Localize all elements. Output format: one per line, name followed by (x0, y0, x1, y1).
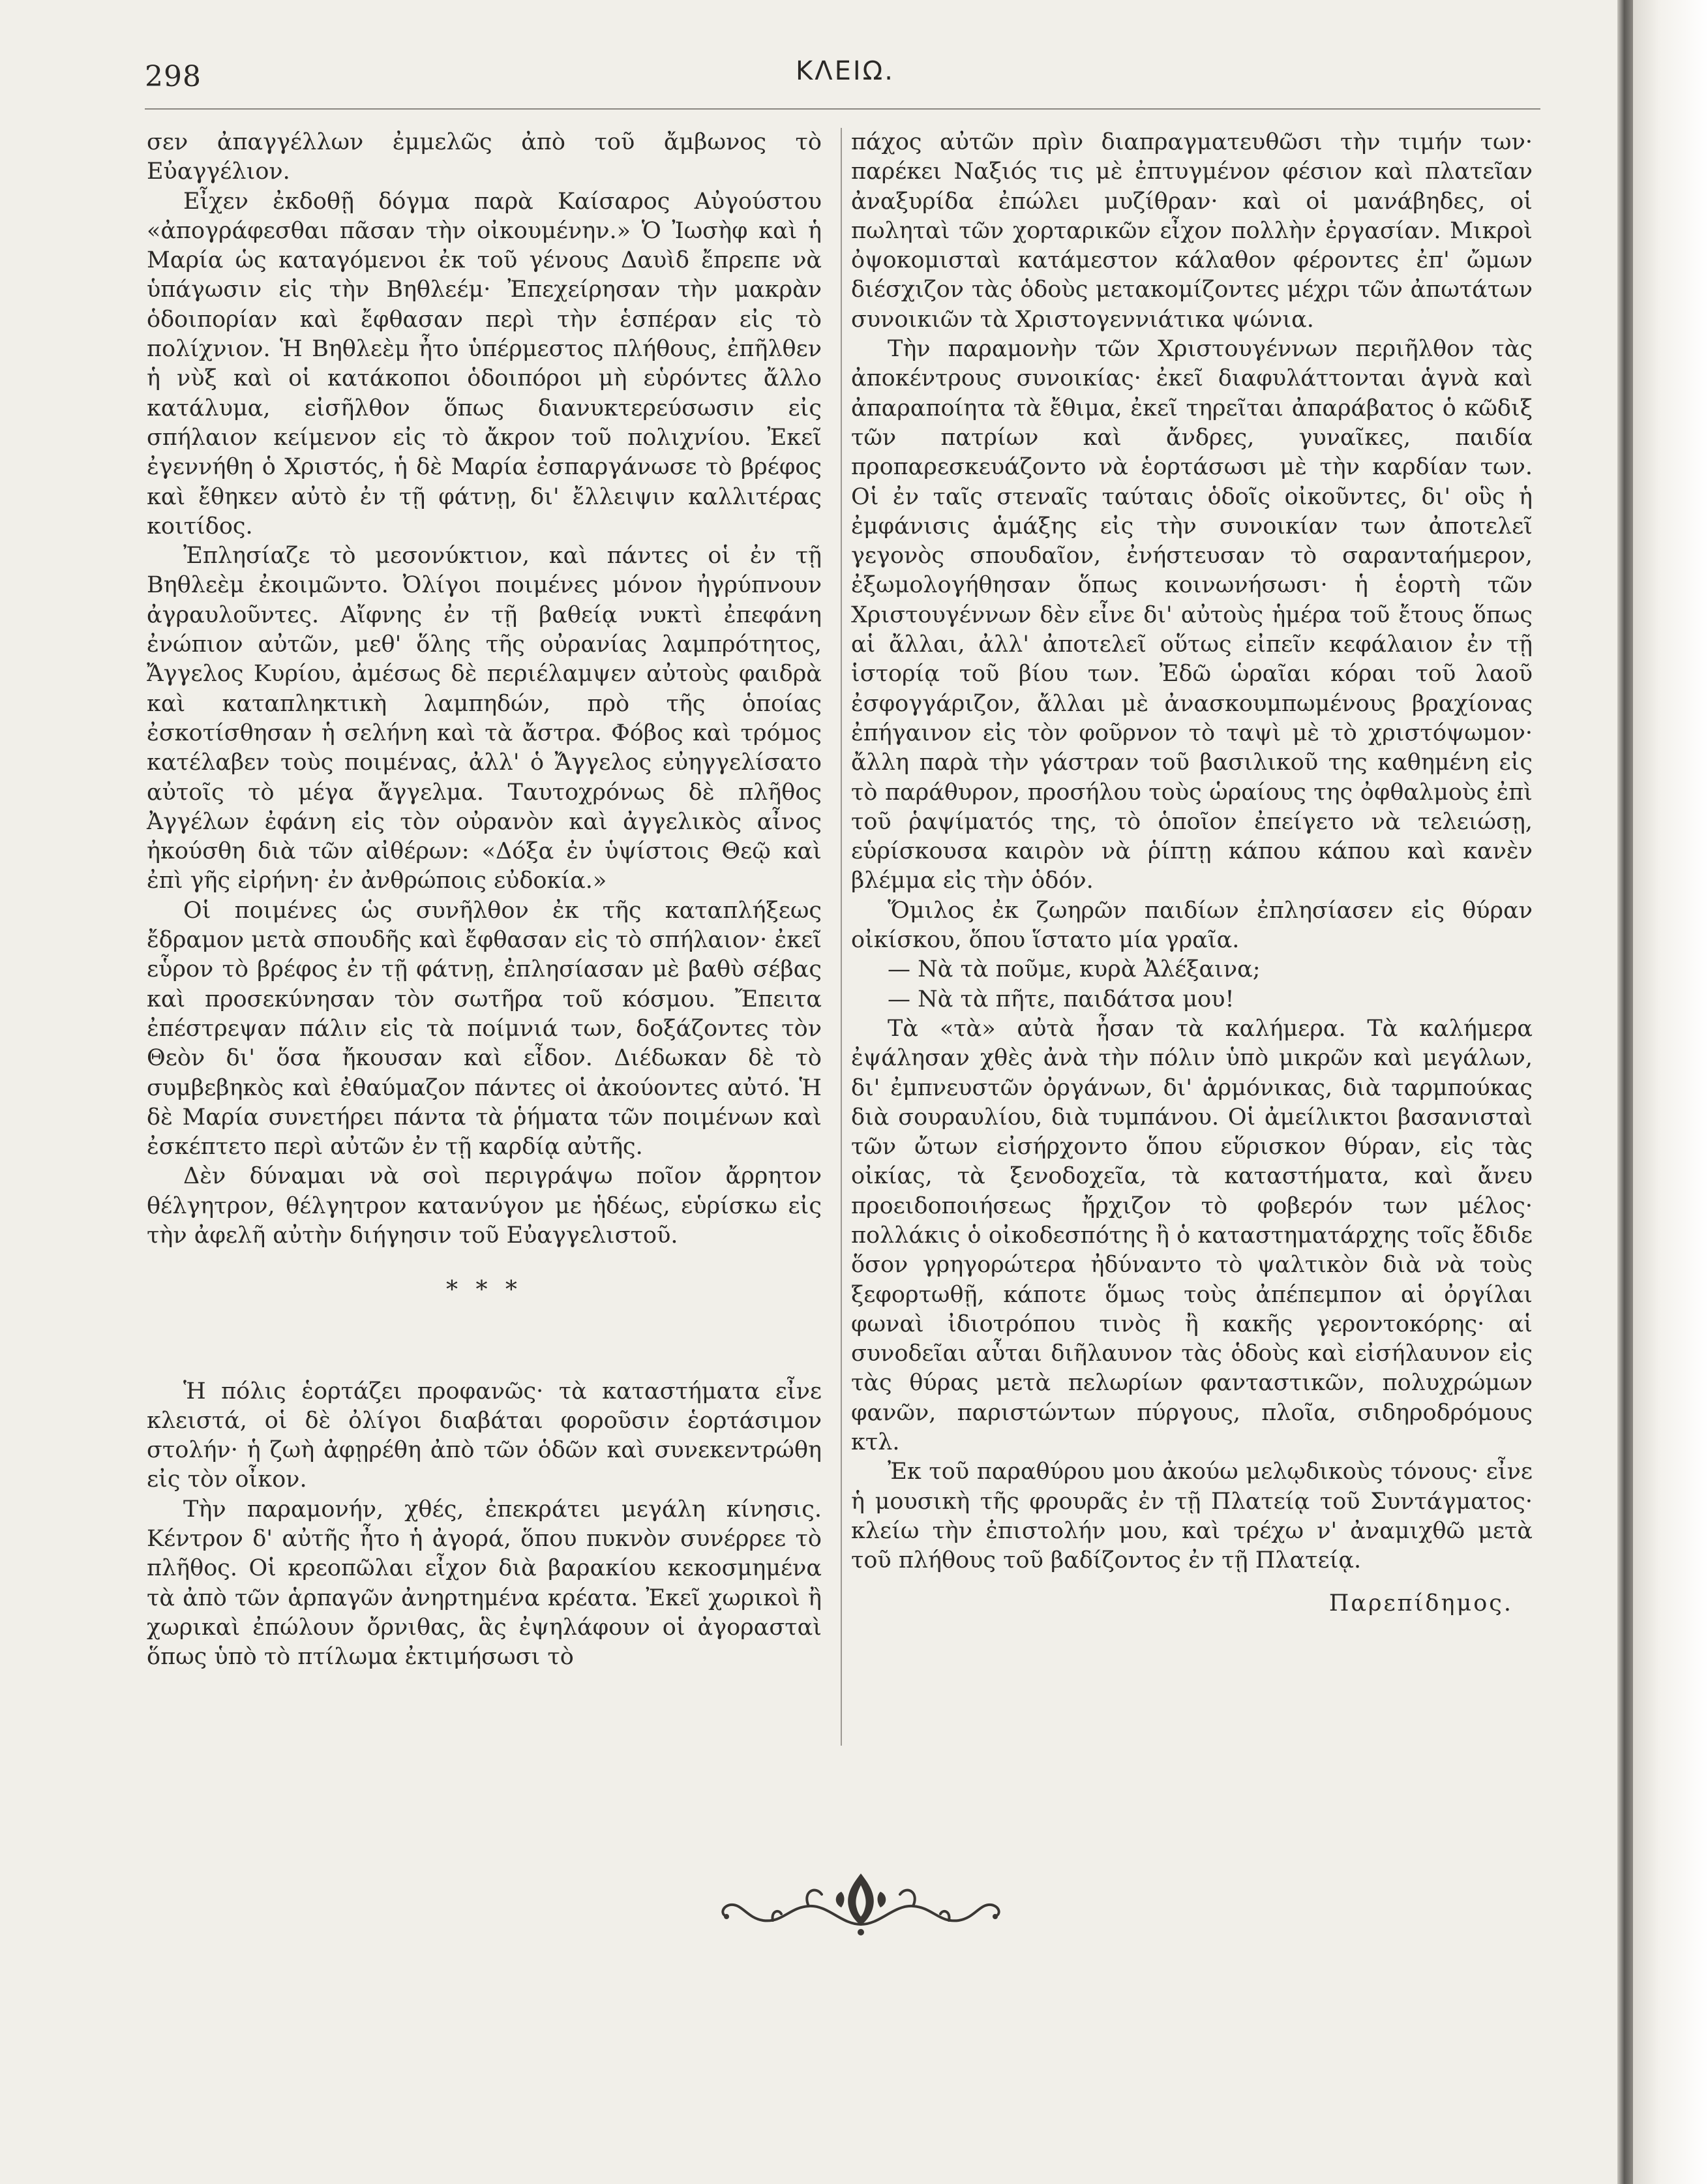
paragraph: Ἡ πόλις ἑορτάζει προφανῶς· τὰ καταστήματα εἶνε κλειστά, οἱ δὲ ὀλίγοι διαβάται φοροῦσιν ἑορτάσιμον στολήν· ἡ ζωὴ ἀφῃρέθη ἀπὸ τῶν ὁδῶν καὶ συνεκεντρώθη εἰς τὸν οἶκον. (147, 1378, 822, 1493)
section-break-asterism: * * * (446, 1277, 522, 1304)
paragraph: Δὲν δύναμαι νὰ σοὶ περιγράψω ποῖον ἄρρητον θέλγητρον, θέλγητρον κατανύγον με ἡδέως, εὑρίσκω εἰς τὴν ἀφελῆ αὐτὴν διήγησιν τοῦ Εὐαγγελιστοῦ. (147, 1163, 822, 1249)
paragraph: Ἐκ τοῦ παραθύρου μου ἀκούω μελῳδικοὺς τόνους· εἶνε ἡ μουσικὴ τῆς φρουρᾶς ἐν τῇ Πλατείᾳ τοῦ Συντάγματος· κλείω τὴν ἐπιστολήν μου, καὶ τρέχω ν' ἀναμιχθῶ μετὰ τοῦ πλήθους τοῦ βαδίζοντος ἐν τῇ Πλατείᾳ. (851, 1459, 1533, 1574)
scan-margin (1633, 0, 1708, 2184)
paragraph: Ὅμιλος ἐκ ζωηρῶν παιδίων ἐπλησίασεν εἰς θύραν οἰκίσκου, ὅπου ἵστατο μία γραῖα. (851, 897, 1533, 954)
binding-shadow (1617, 0, 1633, 2184)
decorative-ornament-icon (711, 1866, 1011, 1937)
header-rule (145, 108, 1540, 110)
page-number: 298 (145, 60, 202, 93)
paragraph: Τὰ «τὰ» αὐτὰ ἦσαν τὰ καλήμερα. Τὰ καλήμερα ἐψάλησαν χθὲς ἀνὰ τὴν πόλιν ὑπὸ μικρῶν καὶ μεγάλων, δι' ἐμπνευστῶν ὀργάνων, δι' ἁρμόνικας, διὰ ταρμπούκας διὰ σουραυλίου, διὰ τυμπάνου. Οἱ ἀμείλικτοι βασανισταὶ τῶν ὤτων εἰσήρχοντο ὅπου εὕρισκον θύραν, εἰς τὰς οἰκίας, τὰ ξενοδοχεῖα, τὰ καταστήματα, καὶ ἄνευ προειδοποιήσεως ἤρχιζον τὸ φοβερόν των μέλος· πολλάκις ὁ οἰκοδεσπότης ἢ ὁ καταστηματάρχης τοῖς ἔδιδε ὅσον γρηγορώτερα ἠδύναντο τὸ ψαλτικὸν διὰ νὰ τοὺς ξεφορτωθῇ, κάποτε ὅμως τοὺς ἀπέπεμπον αἱ ὀργίλαι φωναὶ ἰδιοτρόπου τινὸς ἢ κακῆς γεροντοκόρης· αἱ συνοδεῖαι αὗται διῆλαυνον τὰς ὁδοὺς καὶ εἰσήλαυνον εἰς τὰς θύρας μετὰ πελωρίων φανταστικῶν, πολυχρώμων φανῶν, παριστώντων πύργους, πλοῖα, σιδηροδρόμους κτλ. (851, 1015, 1533, 1456)
dialogue-line: — Νὰ τὰ ποῦμε, κυρὰ Ἀλέξαινα; (888, 956, 1261, 983)
paragraph: Τὴν παραμονὴν τῶν Χριστουγέννων περιῆλθον τὰς ἀποκέντρους συνοικίας· ἐκεῖ διαφυλάττονται ἁγνὰ καὶ ἀπαραποίητα τὰ ἔθιμα, ἐκεῖ τηρεῖται ἀπαράβατος ὁ κῶδιξ τῶν πατρίων καὶ ἄνδρες, γυναῖκες, παιδία προπαρεσκευάζοντο νὰ ἑορτάσωσι μὲ τὴν καρδίαν των. Οἱ ἐν ταῖς στεναῖς ταύταις ὁδοῖς οἰκοῦντες, δι' οὓς ἡ ἐμφάνισις ἁμάξης εἰς τὴν συνοικίαν των ἀποτελεῖ γεγονὸς σπουδαῖον, ἐνήστευσαν τὸ σαρανταήμερον, ἐξωμολογήθησαν ὅπως κοινωνήσωσι· ἡ ἑορτὴ τῶν Χριστουγέννων δὲν εἶνε δι' αὐτοὺς ἡμέρα τοῦ ἔτους ὅπως αἱ ἄλλαι, ἀλλ' ἀποτελεῖ οὕτως εἰπεῖν κεφάλαιον ἐν τῇ ἱστορίᾳ τοῦ βίου των. Ἐδῶ ὡραῖαι κόραι τοῦ λαοῦ ἐσφογγάριζον, ἄλλαι μὲ ἀνασκουμπωμένους βραχίονας ἐπήγαινον εἰς τὸν φοῦρνον τὸ ταψὶ μὲ τὸ χριστόψωμον· ἄλλη παρὰ τὴν γάστραν τοῦ βασιλικοῦ της καθημένη εἰς τὸ παράθυρον, προσήλου τοὺς ὡραίους της ὀφθαλμοὺς ἐπὶ τοῦ ῥαψίματός της, τὸ ὁποῖον ἐπείγετο νὰ τελειώσῃ, εὑρίσκουσα καιρὸν νὰ ῥίπτῃ κάπου κάπου καὶ κανὲν βλέμμα εἰς τὴν ὁδόν. (851, 336, 1533, 894)
paragraph: πάχος αὐτῶν πρὶν διαπραγματευθῶσι τὴν τιμήν των· παρέκει Ναξιός τις μὲ ἐπτυγμένον φέσιον καὶ πλατεῖαν ἀναξυρίδα ἐπώλει μυζίθραν· καὶ οἱ μανάβηδες, οἱ πωληταὶ τῶν χορταρικῶν εἶχον πολλὴν ἐργασίαν. Μικροὶ ὀψοκομισταὶ κατάμεστον κάλαθον φέροντες ἐπ' ὤμων διέσχιζον τὰς ὁδοὺς μετακομίζοντες μέχρι τῶν ἀπωτάτων συνοικιῶν τὰ Χριστογεννιάτικα ψώνια. (851, 129, 1533, 333)
column-divider (841, 128, 842, 1746)
paragraph: Τὴν παραμονήν, χθές, ἐπεκράτει μεγάλη κίνησις. Κέντρον δ' αὐτῆς ἦτο ἡ ἀγορά, ὅπου πυκνὸν συνέρρεε τὸ πλῆθος. Οἱ κρεοπῶλαι εἶχον διὰ βαρακίου κεκοσμημένα τὰ ἀπὸ τῶν ἁρπαγῶν ἀνηρτημένα κρέατα. Ἐκεῖ χωρικοὶ ἢ χωρικαὶ ἐπώλουν ὄρνιθας, ἃς ἐψηλάφουν οἱ ἀγορασταὶ ὅπως ὑπὸ τὸ πτίλωμα ἐκτιμήσωσι τὸ (147, 1496, 822, 1671)
running-title: ΚΛΕΙΩ. (796, 56, 895, 86)
dialogue-line: — Νὰ τὰ πῆτε, παιδάτσα μου! (888, 986, 1235, 1012)
paragraph: Οἱ ποιμένες ὡς συνῆλθον ἐκ τῆς καταπλήξεως ἔδραμον μετὰ σπουδῆς καὶ ἔφθασαν εἰς τὸ σπήλαιον· ἐκεῖ εὗρον τὸ βρέφος ἐν τῇ φάτνῃ, ἐπλησίασαν μὲ βαθὺ σέβας καὶ προσεκύνησαν τὸν σωτῆρα τοῦ κόσμου. Ἔπειτα ἐπέστρεψαν πάλιν εἰς τὰ ποίμνιά των, δοξάζοντες τὸν Θεὸν δι' ὅσα ἤκουσαν καὶ εἶδον. Διέδωκαν δὲ τὸ συμβεβηκὸς καὶ ἐθαύμαζον πάντες οἱ ἀκούοντες αὐτό. Ἡ δὲ Μαρία συνετήρει πάντα τὰ ῥήματα τῶν ποιμένων καὶ ἐσκέπτετο περὶ αὐτῶν ἐν τῇ καρδίᾳ αὐτῆς. (147, 897, 822, 1160)
paragraph: σεν ἀπαγγέλλων ἐμμελῶς ἀπὸ τοῦ ἄμβωνος τὸ Εὐαγγέλιον. (147, 129, 822, 185)
paragraph: Εἶχεν ἐκδοθῇ δόγμα παρὰ Καίσαρος Αὐγούστου «ἀπογράφεσθαι πᾶσαν τὴν οἰκουμένην.» Ὁ Ἰωσὴφ καὶ ἡ Μαρία ὡς καταγόμενοι ἐκ τοῦ γένους Δαυὶδ ἔπρεπε νὰ ὑπάγωσιν εἰς τὴν Βηθλεέμ· Ἐπεχείρησαν τὴν μακρὰν ὁδοιπορίαν καὶ ἔφθασαν περὶ τὴν ἑσπέραν εἰς τὸ πολίχνιον. Ἡ Βηθλεὲμ ἦτο ὑπέρμεστος πλήθους, ἐπῆλθεν ἡ νὺξ καὶ οἱ κατάκοποι ὁδοιπόροι μὴ εὑρόντες ἄλλο κατάλυμα, εἰσῆλθον ὅπως διανυκτερεύσωσιν εἰς σπήλαιον κείμενον εἰς τὸ ἄκρον τοῦ πολιχνίου. Ἐκεῖ ἐγεννήθη ὁ Χριστός, ἡ δὲ Μαρία ἐσπαργάνωσε τὸ βρέφος καὶ ἔθηκεν αὐτὸ ἐν τῇ φάτνῃ, δι' ἔλλειψιν καλλιτέρας κοιτίδος. (147, 188, 822, 539)
paragraph: Ἐπλησίαζε τὸ μεσονύκτιον, καὶ πάντες οἱ ἐν τῇ Βηθλεὲμ ἐκοιμῶντο. Ὀλίγοι ποιμένες μόνον ἠγρύπνουν ἀγραυλοῦντες. Αἴφνης ἐν τῇ βαθείᾳ νυκτὶ ἐπεφάνη ἐνώπιον αὐτῶν, μεθ' ὅλης τῆς οὐρανίας λαμπρότητος, Ἄγγελος Κυρίου, ἀμέσως δὲ περιέλαμψεν αὐτοὺς φαιδρὰ καὶ καταπληκτικὴ λαμπηδών, πρὸ τῆς ὁποίας ἐσκοτίσθησαν ἡ σελήνη καὶ τὰ ἄστρα. Φόβος καὶ τρόμος κατέλαβεν τοὺς ποιμένας, ἀλλ' ὁ Ἄγγελος εὐηγγελίσατο αὐτοῖς τὸ μέγα ἄγγελμα. Ταυτοχρόνως δὲ πλῆθος Ἀγγέλων ἐφάνη εἰς τὸν οὐρανὸν καὶ ἀγγελικὸς αἶνος ἠκούσθη διὰ τῶν αἰθέρων: «Δόξα ἐν ὑψίστοις Θεῷ καὶ ἐπὶ γῆς εἰρήνη· ἐν ἀνθρώποις εὐδοκία.» (147, 543, 822, 894)
right-column (851, 128, 1533, 1618)
author-signature: Παρεπίδημος. (1328, 1590, 1513, 1616)
left-column (147, 128, 822, 1673)
